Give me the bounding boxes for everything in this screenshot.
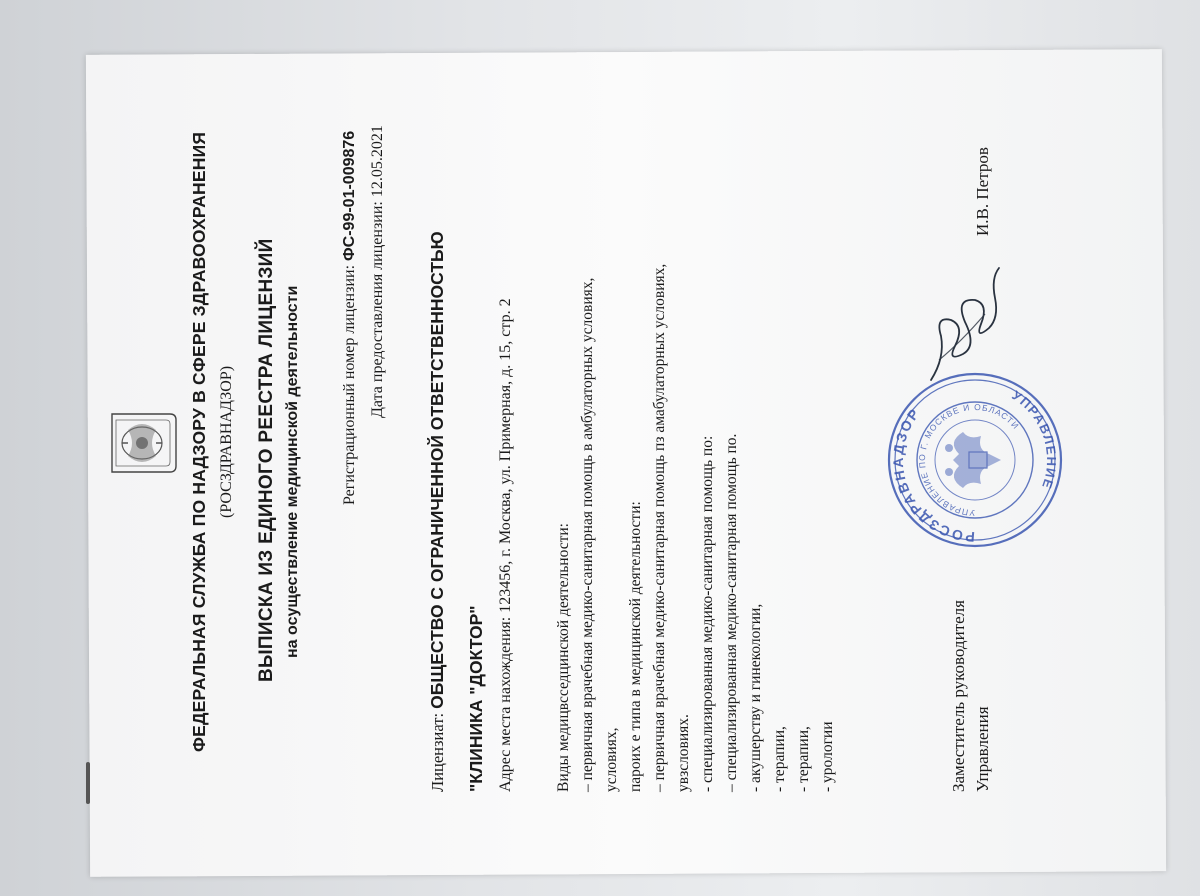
activity-line: - терапии, bbox=[771, 726, 788, 792]
licensee-row bbox=[427, 231, 448, 792]
activity-line: - терапии, bbox=[795, 726, 812, 792]
activity-line: - акушерству и гинекологии, bbox=[747, 603, 764, 792]
double-headed-eagle-icon bbox=[945, 432, 1001, 488]
stamp-inner-text: УПРАВЛЕНИЕ ПО Г. МОСКВЕ И ОБЛАСТИ bbox=[916, 401, 1022, 519]
document-subtitle: на осуществление медицинской деятельности bbox=[284, 285, 301, 658]
agency-name: ФЕДЕРАЛЬНАЯ СЛУЖБА ПО НАДЗОРУ В СФЕРЕ ЗДРАВООХРАНЕНИЯ bbox=[189, 131, 209, 752]
signatory-name: И.В. Петров bbox=[973, 147, 992, 236]
licensee-name-line2: "КЛИНИКА "ДОКТОР" bbox=[466, 605, 486, 792]
activity-line: – первичная врачебная медико-санитарная помощь в амбулаторных условиях, bbox=[579, 277, 596, 792]
official-seal-stamp bbox=[885, 370, 1065, 555]
license-number-label: Регистрационный номер лицензии: bbox=[341, 264, 358, 505]
activities-heading: Виды медицвсседцинской деятельности: bbox=[555, 523, 572, 792]
activity-line: условиях, bbox=[603, 727, 620, 792]
stamp-outer-text-2: УПРАВЛЕНИЕ bbox=[1009, 387, 1060, 492]
activity-line: увзсловиях. bbox=[675, 714, 692, 792]
svg-text:УПРАВЛЕНИЕ bbox=[979, 387, 1065, 494]
activity-line: - урологии bbox=[819, 721, 836, 792]
handwritten-signature bbox=[925, 262, 1005, 397]
licensee-label: Лицензиат: bbox=[428, 712, 447, 792]
pen-mark bbox=[86, 762, 90, 804]
stamp-outer-text: РОСЗДРАВНАДЗОР bbox=[889, 404, 976, 546]
license-date-row bbox=[369, 125, 387, 418]
activity-line: - специализированная медико-санитарная помощь по: bbox=[699, 435, 716, 792]
signatory-position-line2: Управления bbox=[973, 706, 992, 792]
activity-line: – первичная врачебная медико-санитарная помощь пз амабулаторных условиях, bbox=[651, 263, 668, 792]
license-date-label: Дата предоставления лицензии: bbox=[369, 201, 386, 418]
document-title: ВЫПИСКА ИЗ ЕДИНОГО РЕЕСТРА ЛИЦЕНЗИЙ bbox=[256, 238, 277, 682]
agency-short-name: (РОСЗДРАВНАДЗОР) bbox=[218, 365, 235, 518]
license-date-value: 12.05.2021 bbox=[369, 125, 386, 198]
license-number-row bbox=[341, 131, 359, 505]
activity-line: пароих е типа в медицинской деятельности: bbox=[627, 501, 644, 792]
license-number-value: ФС-99-01-009876 bbox=[341, 130, 358, 261]
licensee-name-line1: ОБЩЕСТВО С ОГРАНИЧЕННОЙ ОТВЕТСТВЕННОСТЬЮ bbox=[427, 231, 447, 709]
signatory-position: Заместитель руководителя bbox=[949, 600, 968, 792]
activity-line: – специализированная медико-санитарная помощь по. bbox=[723, 433, 740, 792]
licensee-address: Адрес места нахождения: 123456, г. Москва, ул. Примерная, д. 15, стр. 2 bbox=[497, 298, 514, 792]
coat-of-arms-emblem bbox=[108, 410, 180, 481]
